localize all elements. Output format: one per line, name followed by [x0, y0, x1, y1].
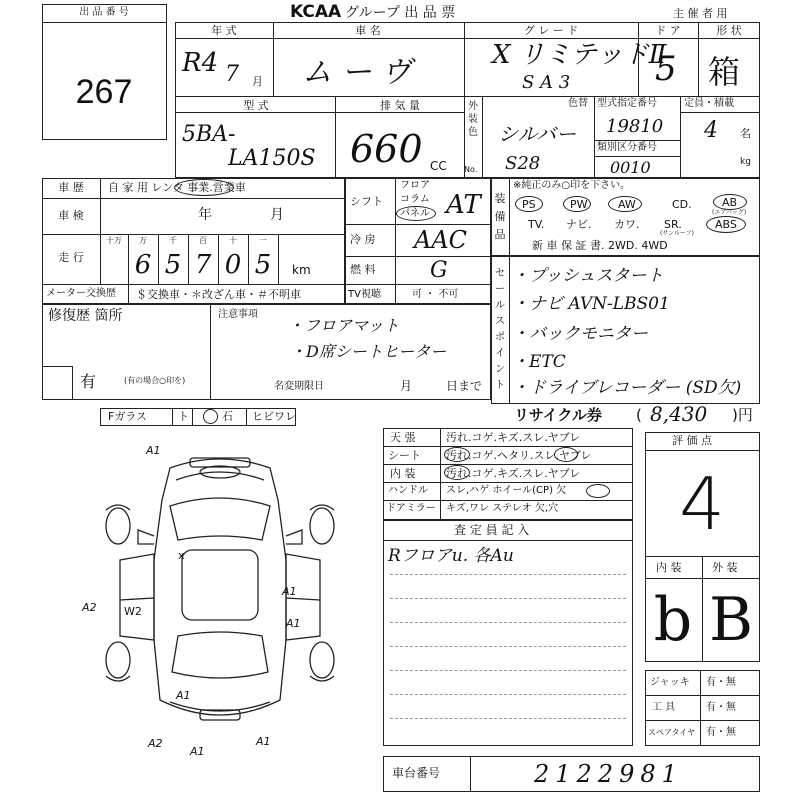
shift-circle-panel — [396, 206, 436, 221]
equip-cd: CD. — [672, 198, 692, 211]
sales-point-3: ・バックモニター — [512, 324, 648, 344]
sales-point-5: ・ドライブレコーダー (SD欠) — [512, 378, 742, 398]
condition-steering-label: ハンドル — [388, 485, 428, 496]
mileage-unit: km — [292, 263, 311, 277]
chassis-label: 車台番号 — [392, 766, 441, 780]
shift-label: シフト — [350, 195, 383, 208]
note-2: ・D席シートヒーター — [290, 342, 447, 361]
condition-seat-label: シート — [388, 449, 421, 462]
shape-label: 形 状 — [716, 24, 742, 37]
score-label: 評 価 点 — [672, 434, 712, 447]
shift-option-column: コラム — [400, 194, 430, 205]
grade-sub-value: S A 3 — [522, 72, 571, 93]
recycle-value: 8,430 — [650, 402, 708, 426]
digit-header-10k: 万 — [139, 236, 147, 245]
meter-exchange-options: ＄交換車・＊改ざん車・＃不明車 — [136, 288, 301, 301]
mark-a1-right-rear: A1 — [286, 617, 301, 630]
mileage-digit-1k: 5 — [164, 250, 182, 280]
history-circle-rental — [174, 179, 234, 196]
car-damage-diagram — [90, 440, 350, 760]
jack-label: ジャッキ — [650, 677, 690, 688]
meter-exchange-label: メーター交換歴 — [46, 288, 116, 299]
mileage-digit-100: 7 — [194, 250, 212, 280]
name-change-label: 名変期限日 — [274, 381, 324, 392]
model-value-2: LA150S — [228, 146, 316, 171]
mark-a1-rear-bumper: A1 — [190, 745, 205, 758]
mark-a2-left: A2 — [82, 601, 97, 614]
load-unit: kg — [740, 157, 751, 167]
year-value: R4 — [182, 48, 219, 78]
tv-value: 可 ・ 不可 — [412, 289, 459, 300]
ext-color-label: 外装色 — [468, 101, 478, 138]
repair-value: 有 — [80, 372, 97, 391]
capacity-label: 定員・積載 — [684, 98, 734, 109]
equip-sr-sub: (サンルーフ) — [660, 230, 694, 237]
spare-tire-value: 有・無 — [706, 727, 736, 738]
exterior-score: B — [708, 585, 754, 655]
condition-interior-label: 内 装 — [390, 467, 416, 480]
mark-a1-rear: A1 — [176, 689, 191, 702]
recycle-label: リサイクル券 — [514, 406, 602, 424]
ac-value: AAC — [414, 226, 468, 254]
type-no-value: 19810 — [606, 116, 664, 137]
equip-sr: SR. — [664, 218, 682, 231]
displacement-value: 660 — [350, 127, 423, 171]
condition-ceiling-options: 汚れ.コゲ.キズ.スレ.ヤブレ — [446, 431, 581, 444]
digit-header-10: 十 — [229, 236, 237, 245]
shape-value: 箱 — [708, 53, 741, 91]
ac-label: 冷 房 — [350, 233, 376, 246]
mark-a2-rear-left: A2 — [148, 737, 163, 750]
lot-number-label: 出 品 番 号 — [79, 7, 129, 18]
car-name-value: ム ー ヴ — [302, 55, 412, 90]
year-label: 年 式 — [211, 24, 237, 37]
inspection-label: 車 検 — [58, 209, 84, 222]
jack-value: 有・無 — [706, 677, 736, 688]
color-change-label: 色替 — [568, 98, 588, 109]
inspection-month: 月 — [270, 207, 284, 223]
history-options: 自 家 用 レンタ 事業.営業車 — [108, 181, 246, 194]
displacement-label: 排 気 量 — [380, 99, 420, 112]
windshield-option-to: ト — [178, 410, 189, 423]
note-1: ・フロアマット — [288, 316, 400, 335]
equip-ab: AB — [722, 196, 738, 209]
sales-point-1: ・プッシュスタート — [512, 266, 664, 286]
type-no-label: 型式指定番号 — [597, 98, 657, 109]
windshield-option-crack: ヒビワレ — [252, 410, 296, 423]
equip-pw: PW — [570, 198, 588, 211]
repair-label: 修復歴 箇所 — [48, 308, 123, 324]
mileage-label: 走 行 — [58, 251, 84, 264]
door-label: ド ア — [655, 24, 681, 37]
mileage-digit-1: 5 — [254, 250, 272, 280]
brand-logo: KCAA — [290, 2, 342, 22]
condition-mirror-label: ドアミラー — [386, 503, 436, 514]
car-name-label: 車 名 — [355, 24, 381, 37]
equip-tv: TV. — [528, 218, 545, 231]
equip-abs: ABS — [715, 218, 737, 231]
color-no-label: No. — [464, 165, 478, 174]
class-no-value: 0010 — [610, 158, 651, 177]
windshield-option-stone: 石 — [222, 410, 233, 423]
tools-label: 工 具 — [652, 702, 676, 713]
shift-option-panel: パネル — [400, 208, 430, 219]
sales-point-2: ・ナビ AVN-LBS01 — [512, 294, 670, 314]
condition-interior-options: 汚れ.コゲ.キズ.スレ.ヤブレ — [446, 467, 581, 480]
color-code: S28 — [505, 153, 541, 174]
capacity-unit: 名 — [740, 127, 751, 140]
fuel-label: 燃 料 — [350, 263, 376, 276]
inspection-year: 年 — [198, 207, 212, 223]
fuel-value: G — [430, 258, 448, 283]
spare-tire-label: スペアタイヤ — [648, 728, 696, 737]
digit-header-1: 一 — [259, 236, 267, 245]
displacement-unit: CC — [430, 159, 447, 173]
name-change-day: 日まで — [446, 379, 483, 393]
lot-number: 267 — [75, 73, 133, 111]
equip-row3: 新 車 保 証 書. 2WD. 4WD — [532, 239, 668, 252]
model-label: 型 式 — [243, 99, 269, 112]
mark-a1-right-front: A1 — [282, 585, 297, 598]
digit-header-100: 百 — [199, 236, 207, 245]
mark-x: x — [178, 549, 185, 562]
equip-leather: カワ. — [614, 218, 640, 231]
recycle-unit: )円 — [732, 406, 753, 424]
tv-label: TV視聴 — [348, 289, 381, 300]
capacity-value: 4 — [704, 118, 718, 143]
name-change-month: 月 — [400, 379, 413, 393]
sales-point-4: ・ETC — [512, 352, 566, 372]
inspector-label: 査 定 員 記 入 — [454, 523, 530, 537]
sales-points-label: セールスポイント — [495, 268, 505, 391]
equip-aw: AW — [618, 198, 636, 211]
mark-a1-front: A1 — [146, 444, 161, 457]
door-value: 5 — [655, 49, 677, 89]
equipment-label: 装備品 — [494, 192, 506, 241]
mileage-digit-10k: 6 — [134, 250, 152, 280]
month-unit: 月 — [252, 75, 263, 88]
model-value-1: 5BA- — [182, 122, 236, 147]
history-table — [42, 178, 345, 304]
mileage-digit-10: 0 — [224, 250, 242, 280]
inspector-entry: Rフロアu. 各Au — [388, 546, 514, 566]
grade-value: X リミテッドⅡ — [492, 40, 667, 70]
overall-score: 4 — [679, 462, 725, 546]
condition-steering-options: スレ,ハゲ ホイール(CP) 欠 — [446, 485, 567, 496]
exterior-score-label: 外 装 — [712, 561, 738, 574]
repair-hint: (有の場合○印を) — [124, 376, 186, 385]
notes-label: 注意事項 — [218, 309, 258, 320]
form-title: グループ 出 品 票 — [345, 5, 456, 21]
shift-value: AT — [446, 190, 481, 220]
organizer-label: 主 催 者 用 — [673, 7, 728, 20]
equipment-note: ※純正のみ○印を下さい。 — [513, 180, 631, 191]
condition-mirror-options: キズ,ワレ ステレオ 欠,穴 — [446, 503, 559, 514]
interior-score: b — [653, 585, 693, 655]
windshield-label: Fガラス — [108, 410, 147, 423]
shift-option-floor: フロア — [400, 180, 430, 191]
equip-ab-sub: (エアバッグ) — [712, 209, 747, 216]
grade-label: グ レ ー ド — [523, 24, 579, 37]
interior-score-label: 内 装 — [656, 561, 682, 574]
lot-number-box — [42, 4, 167, 140]
color-value: シルバー — [498, 122, 577, 146]
mark-w2-left: W2 — [124, 605, 142, 618]
chassis-number: 2122981 — [534, 760, 683, 788]
recycle-open: ( — [636, 406, 642, 424]
class-no-label: 類別区分番号 — [597, 142, 657, 153]
month-value: 7 — [225, 62, 239, 87]
digit-header-1k: 千 — [169, 236, 177, 245]
equip-navi: ナビ. — [566, 218, 592, 231]
tools-value: 有・無 — [706, 702, 736, 713]
mark-a1-rear-right: A1 — [256, 735, 271, 748]
condition-ceiling-label: 天 張 — [390, 431, 416, 444]
condition-seat-options: 汚れ.コゲ.ヘタリ.スレ.ヤブレ — [446, 449, 592, 462]
digit-header-100k: 十万 — [106, 236, 122, 245]
history-label: 車 歴 — [58, 181, 84, 194]
equip-ps: PS — [522, 198, 536, 211]
